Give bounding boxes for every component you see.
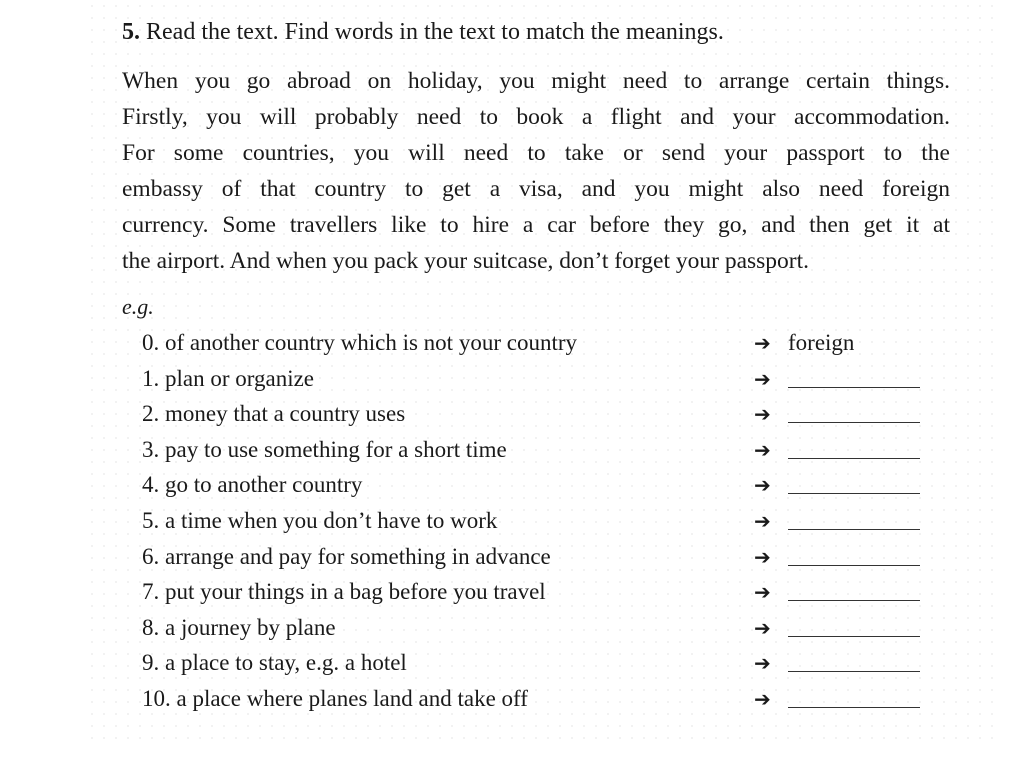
reading-passage xyxy=(122,63,950,279)
arrow-right-icon: ➔ xyxy=(754,366,771,391)
arrow-right-icon: ➔ xyxy=(754,686,771,711)
arrow-right-icon: ➔ xyxy=(754,651,771,676)
passage-line: Firstly, you will probably need to book a flight and your accommodation. xyxy=(122,104,950,130)
matching-item xyxy=(142,505,942,541)
meaning-text: 8. a journey by plane xyxy=(142,614,336,640)
answer-blank[interactable] xyxy=(788,600,920,601)
meaning-text: 3. pay to use something for a short time xyxy=(142,436,507,462)
arrow-right-icon: ➔ xyxy=(754,331,771,355)
passage-line: For some countries, you will need to take or send your passport to the xyxy=(122,140,950,166)
matching-item xyxy=(142,647,942,683)
answer-blank[interactable] xyxy=(788,707,920,708)
arrow-right-icon: ➔ xyxy=(754,580,771,605)
meaning-text: 4. go to another country xyxy=(142,472,363,498)
passage-line: When you go abroad on holiday, you might need to arrange certain things. xyxy=(122,68,950,94)
example-label: e.g. xyxy=(122,294,154,319)
arrow-right-icon: ➔ xyxy=(754,544,771,569)
meaning-text: 0. of another country which is not your country xyxy=(142,330,577,355)
meaning-text: 2. money that a country uses xyxy=(142,401,406,427)
answer-blank[interactable] xyxy=(788,636,920,637)
answer-blank[interactable] xyxy=(788,458,920,459)
arrow-right-icon: ➔ xyxy=(754,508,771,533)
answer-blank[interactable] xyxy=(788,387,920,388)
matching-item xyxy=(142,469,942,505)
exercise-number: 5. xyxy=(122,19,140,45)
passage-line: the airport. And when you pack your suitcase, don’t forget your passport. xyxy=(122,248,810,274)
matching-item xyxy=(142,363,942,399)
meaning-text: 7. put your things in a bag before you travel xyxy=(142,579,546,605)
arrow-right-icon: ➔ xyxy=(754,473,771,498)
matching-item xyxy=(142,683,942,719)
meaning-text: 6. arrange and pay for something in advance xyxy=(142,543,551,569)
matching-item xyxy=(142,398,942,434)
matching-item xyxy=(142,576,942,612)
answer-blank[interactable] xyxy=(788,529,920,530)
passage-line: embassy of that country to get a visa, and you might also need foreign xyxy=(122,176,950,202)
matching-item xyxy=(142,612,942,648)
matching-list xyxy=(142,327,942,719)
matching-item xyxy=(142,434,942,470)
arrow-right-icon: ➔ xyxy=(754,615,771,640)
answer-text: foreign xyxy=(788,330,855,355)
meaning-text: 10. a place where planes land and take off xyxy=(142,685,528,711)
answer-blank[interactable] xyxy=(788,671,920,672)
passage-line: currency. Some travellers like to hire a car before they go, and then get it at xyxy=(122,212,950,238)
matching-item xyxy=(142,541,942,577)
meaning-text: 1. plan or organize xyxy=(142,365,315,391)
answer-blank[interactable] xyxy=(788,422,920,423)
exercise-heading xyxy=(122,17,724,47)
meaning-text: 5. a time when you don’t have to work xyxy=(142,507,498,533)
arrow-right-icon: ➔ xyxy=(754,402,771,427)
exercise-instruction: Read the text. Find words in the text to match the meanings. xyxy=(146,19,724,45)
answer-blank[interactable] xyxy=(788,493,920,494)
matching-item xyxy=(142,327,942,363)
arrow-right-icon: ➔ xyxy=(754,437,771,462)
answer-blank[interactable] xyxy=(788,565,920,566)
meaning-text: 9. a place to stay, e.g. a hotel xyxy=(142,650,407,676)
